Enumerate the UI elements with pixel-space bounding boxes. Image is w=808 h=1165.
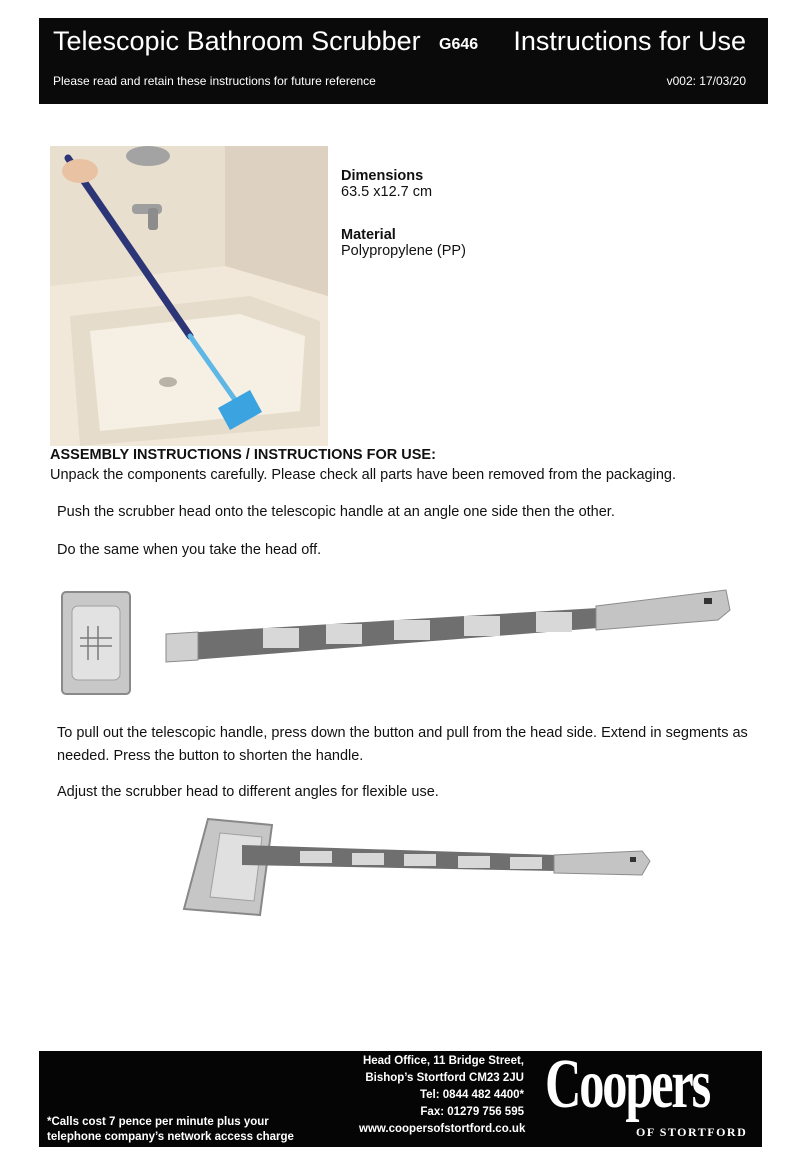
logo-subtitle: OF STORTFORD <box>633 1125 750 1140</box>
header-banner <box>39 18 768 104</box>
document-title: Telescopic Bathroom Scrubber <box>53 26 421 56</box>
fax: Fax: 01279 756 595 <box>420 1106 524 1118</box>
coopers-logo: Coopers <box>545 1046 710 1123</box>
call-cost-line-1: *Calls cost 7 pence per minute plus your <box>47 1116 269 1128</box>
extend-handle-text: To pull out the telescopic handle, press down the button and pull from the head side. Extend in segments as needed. Press the button to shorten the handle. <box>57 725 748 764</box>
version-date: v002: 17/03/20 <box>666 74 746 88</box>
retain-notice: Please read and retain these instructions for future reference <box>53 74 376 88</box>
website: www.coopersofstortford.co.uk <box>359 1123 526 1135</box>
call-cost-note <box>47 1115 294 1145</box>
call-cost-line-2: telephone company’s network access charge <box>47 1131 294 1143</box>
address-line-1: Head Office, 11 Bridge Street, <box>362 1055 524 1067</box>
material-block <box>341 227 466 259</box>
address-line-2: Bishop’s Stortford CM23 2JU <box>365 1072 524 1084</box>
adjust-angle-text: Adjust the scrubber head to different angles for flexible use. <box>57 784 439 800</box>
dimensions-value: 63.5 x12.7 cm <box>341 184 433 200</box>
product-code: G646 <box>439 36 479 53</box>
material-value: Polypropylene (PP) <box>341 243 466 259</box>
company-address <box>359 1053 524 1138</box>
footer-banner <box>39 1046 762 1147</box>
unpack-text: Unpack the components carefully. Please check all parts have been removed from the packaging. <box>50 467 676 483</box>
remove-head-text: Do the same when you take the head off. <box>57 542 322 558</box>
disassembled-diagram <box>58 586 738 698</box>
instructions-heading: ASSEMBLY INSTRUCTIONS / INSTRUCTIONS FOR USE: <box>50 447 436 463</box>
dimensions-block <box>341 168 432 200</box>
telephone: Tel: 0844 482 4400* <box>419 1089 524 1101</box>
product-photo <box>50 146 328 446</box>
push-head-text: Push the scrubber head onto the telescopic handle at an angle one side then the other. <box>57 504 615 520</box>
dimensions-label: Dimensions <box>341 168 424 184</box>
assembled-diagram <box>180 815 660 920</box>
material-label: Material <box>341 227 396 243</box>
document-type: Instructions for Use <box>513 26 746 56</box>
